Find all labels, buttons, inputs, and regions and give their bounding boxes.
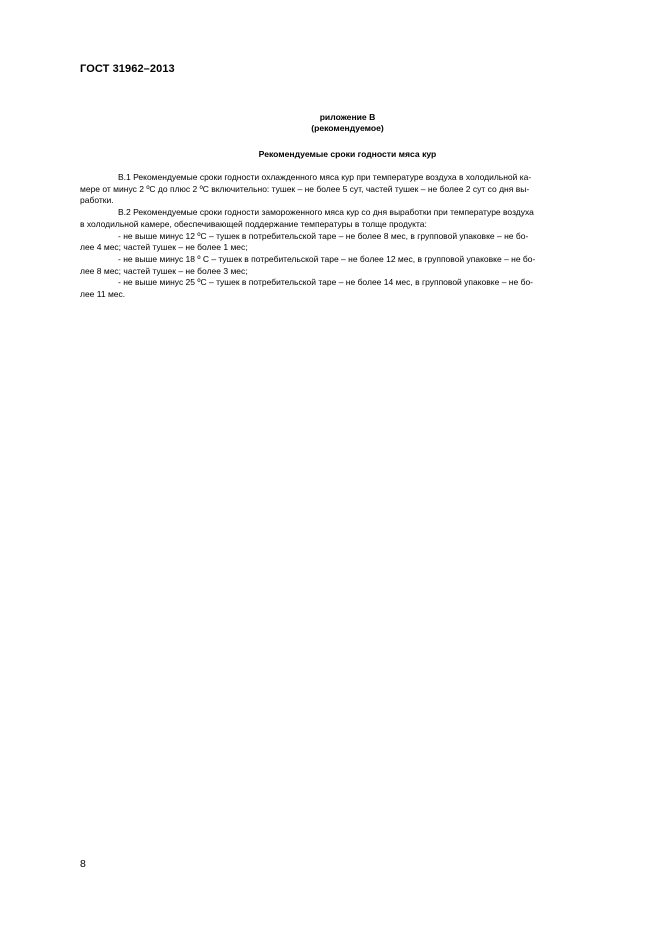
page-number: 8 — [80, 858, 86, 870]
list-item-minus-18 — [80, 254, 615, 277]
paragraph-line: работки. — [80, 195, 114, 206]
paragraph-line: в холодильной камере, обеспечивающей поддержание температуры в толще продукта: — [80, 218, 427, 229]
document-code: ГОСТ 31962–2013 — [80, 63, 175, 75]
annex-status: (рекомендуемое) — [311, 123, 384, 133]
list-item-minus-25 — [80, 277, 615, 300]
paragraph-line: - не выше минус 25 ºС – тушек в потребительской таре – не более 14 мес, в групповой упаковке – не бо- — [118, 277, 534, 288]
paragraph-b2 — [80, 207, 615, 230]
annex-heading — [80, 112, 615, 134]
paragraph-line: - не выше минус 12 ºС – тушек в потребительской таре – не более 8 мес, в групповой упаковке – не бо- — [118, 230, 529, 241]
paragraph-line: - не выше минус 18 º С – тушек в потребительской таре – не более 12 мес, в групповой упаковке – не бо- — [118, 253, 536, 264]
paragraph-line: мере от минус 2 ºС до плюс 2 ºС включительно: тушек – не более 5 сут, частей тушек – не более 2 сут со дня вы- — [80, 183, 530, 194]
paragraph-b1 — [80, 172, 615, 207]
paragraph-line: В.2 Рекомендуемые сроки годности замороженного мяса кур со дня выработки при температуре воздуха — [118, 207, 534, 218]
paragraph-line: лее 8 мес; частей тушек – не более 3 мес; — [80, 265, 248, 276]
paragraph-line: лее 4 мес; частей тушек – не более 1 мес; — [80, 242, 248, 253]
annex-title: Рекомендуемые сроки годности мяса кур — [258, 149, 437, 159]
list-item-minus-12 — [80, 231, 615, 254]
annex-label: риложение В — [319, 112, 376, 122]
paragraph-line: В.1 Рекомендуемые сроки годности охлажденного мяса кур при температуре воздуха в холодильной ка- — [118, 172, 532, 182]
document-body — [80, 172, 615, 301]
paragraph-line: лее 11 мес. — [80, 289, 126, 300]
